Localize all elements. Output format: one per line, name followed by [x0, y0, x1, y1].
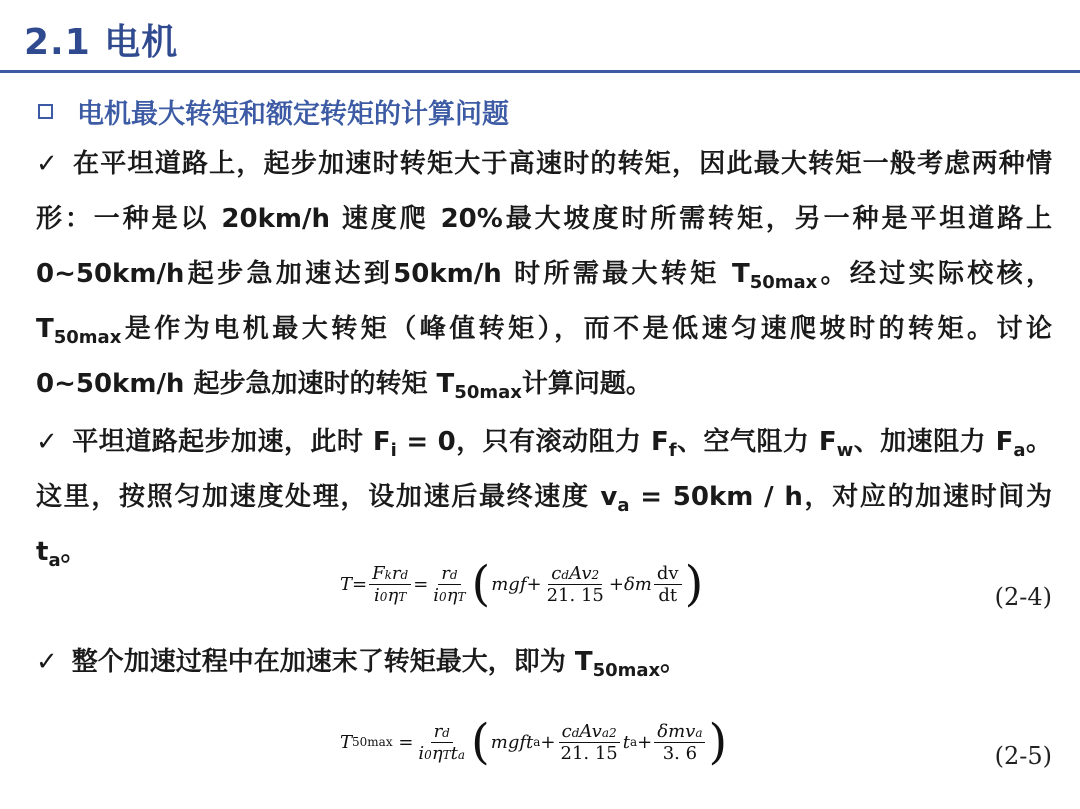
- bullet-2-sub-b: f: [668, 440, 677, 461]
- bullet-paragraph-1: [36, 137, 1052, 412]
- bullet-1-text-c: 是作为电机最大转矩（峰值转矩），而不是低速匀速爬坡时的转矩。讨论0~50km/h 起步急加速时的转矩 T: [36, 314, 1052, 399]
- bullet-1-text-d: 计算问题。: [521, 369, 652, 399]
- formula-2-4-frac-3: $\frac{\text{cdAv2}}{21. 15}$: [544, 563, 607, 606]
- bullet-2-text-b: = 0，只有滚动阻力 F: [396, 427, 669, 457]
- formula-2-5: T 50max = $\frac{rd}{\text{i0ηTta}}$ ( mgft a + $\frac{\text{cdAva2}}{21. 15}$ t a + $\frac{\text{δmva}}{3. 6}$ ): [340, 714, 728, 770]
- bullet-1-sub-a: 50max: [749, 272, 818, 293]
- formula-2-4-frac-2: $\frac{rd}{i0\eta T}$: [433, 562, 466, 606]
- formula-2-5-lhs-sub: 50max: [352, 735, 393, 749]
- bullet-2-text-d: 、加速阻力 F: [853, 427, 1014, 457]
- check-icon: ✓: [36, 149, 58, 179]
- formula-2-5-mgft: mgft: [490, 731, 534, 753]
- page-title: 2.1 电机: [24, 22, 179, 63]
- bullet-2-text-e: 。这里，按照匀加速度处理，设加速后最终速度 v: [36, 427, 1052, 512]
- formula-2-5-lhs: T: [340, 731, 353, 753]
- bullet-1-text-b: 。经过实际校核，T: [36, 259, 1052, 344]
- bullet-2-sub-a: i: [390, 440, 397, 461]
- bullet-1-sub-c: 50max: [454, 382, 522, 403]
- bullet-3-sub-a: 50max: [592, 660, 661, 681]
- bullet-2-sub-c: w: [836, 440, 854, 461]
- formula-2-4-frac-1: $\frac{\text{Fkrd}}{i0\eta T}$: [369, 563, 411, 606]
- formula-2-5-frac-3: $\frac{\text{δmva}}{3. 6}$: [654, 721, 705, 764]
- formula-2-4: T = $\frac{\text{Fkrd}}{i0\eta T}$ = $\frac{rd}{i0\eta T}$ ( mgf + $\frac{\text{cdAv2}}{21. 15}$ +δm $\frac{dv}{dt}$ ): [340, 556, 704, 612]
- formula-2-4-mgf: mgf: [491, 573, 527, 595]
- formula-2-5-frac-2: $\frac{\text{cdAva2}}{21. 15}$: [558, 721, 621, 764]
- bullet-paragraph-2: [36, 415, 1052, 580]
- formula-2-5-den-2: 21. 15: [560, 742, 618, 764]
- f4-den: dt: [658, 584, 678, 606]
- formula-2-4-frac-4: [654, 563, 682, 606]
- formula-2-5-frac-1: $\frac{rd}{\text{i0ηTta}}$: [418, 720, 466, 764]
- section-heading: [38, 92, 509, 131]
- check-icon: ✓: [36, 427, 58, 457]
- f1-num: F: [372, 562, 385, 584]
- bullet-1-text-a: 在平坦道路上，起步加速时转矩大于高速时的转矩，因此最大转矩一般考虑两种情形：一种是以 20km/h 速度爬 20%最大坡度时所需转矩，另一种是平坦道路上0~50km/h起步急加速达到50km/h 时所需最大转矩 T: [36, 149, 1052, 289]
- bullet-2-text-f: = 50km / h，对应的加速时间为 t: [36, 482, 1052, 567]
- title-divider: [0, 70, 1080, 73]
- bullet-1-sub-b: 50max: [53, 327, 122, 348]
- check-icon: ✓: [36, 647, 58, 677]
- formula-2-4-delta: +δm: [608, 573, 652, 595]
- bullet-paragraph-3: [36, 635, 1052, 690]
- bullet-2-sub-d: a: [1013, 440, 1026, 461]
- bullet-3-text-b: 。: [660, 647, 687, 677]
- equation-number-2-5: (2-5): [994, 742, 1052, 770]
- bullet-2-text-a: 平坦道路起步加速，此时 F: [71, 427, 391, 457]
- bullet-3-text-a: 整个加速过程中在加速末了转矩最大，即为 T: [71, 647, 593, 677]
- f4-num: dv: [654, 563, 682, 585]
- bullet-2-text-c: 、空气阻力 F: [676, 427, 837, 457]
- bullet-2-sub-e: a: [617, 495, 630, 516]
- square-bullet-icon: [38, 104, 53, 119]
- bullet-2-sub-f: a: [48, 550, 61, 571]
- section-heading-text: 电机最大转矩和额定转矩的计算问题: [77, 99, 509, 130]
- formula-2-5-den-3: 3. 6: [662, 742, 698, 764]
- equation-number-2-4: (2-4): [994, 583, 1052, 611]
- bullet-2-text-g: 。: [60, 537, 87, 567]
- formula-2-4-den-3: 21. 15: [546, 584, 604, 606]
- formula-2-4-lhs: T: [340, 573, 353, 595]
